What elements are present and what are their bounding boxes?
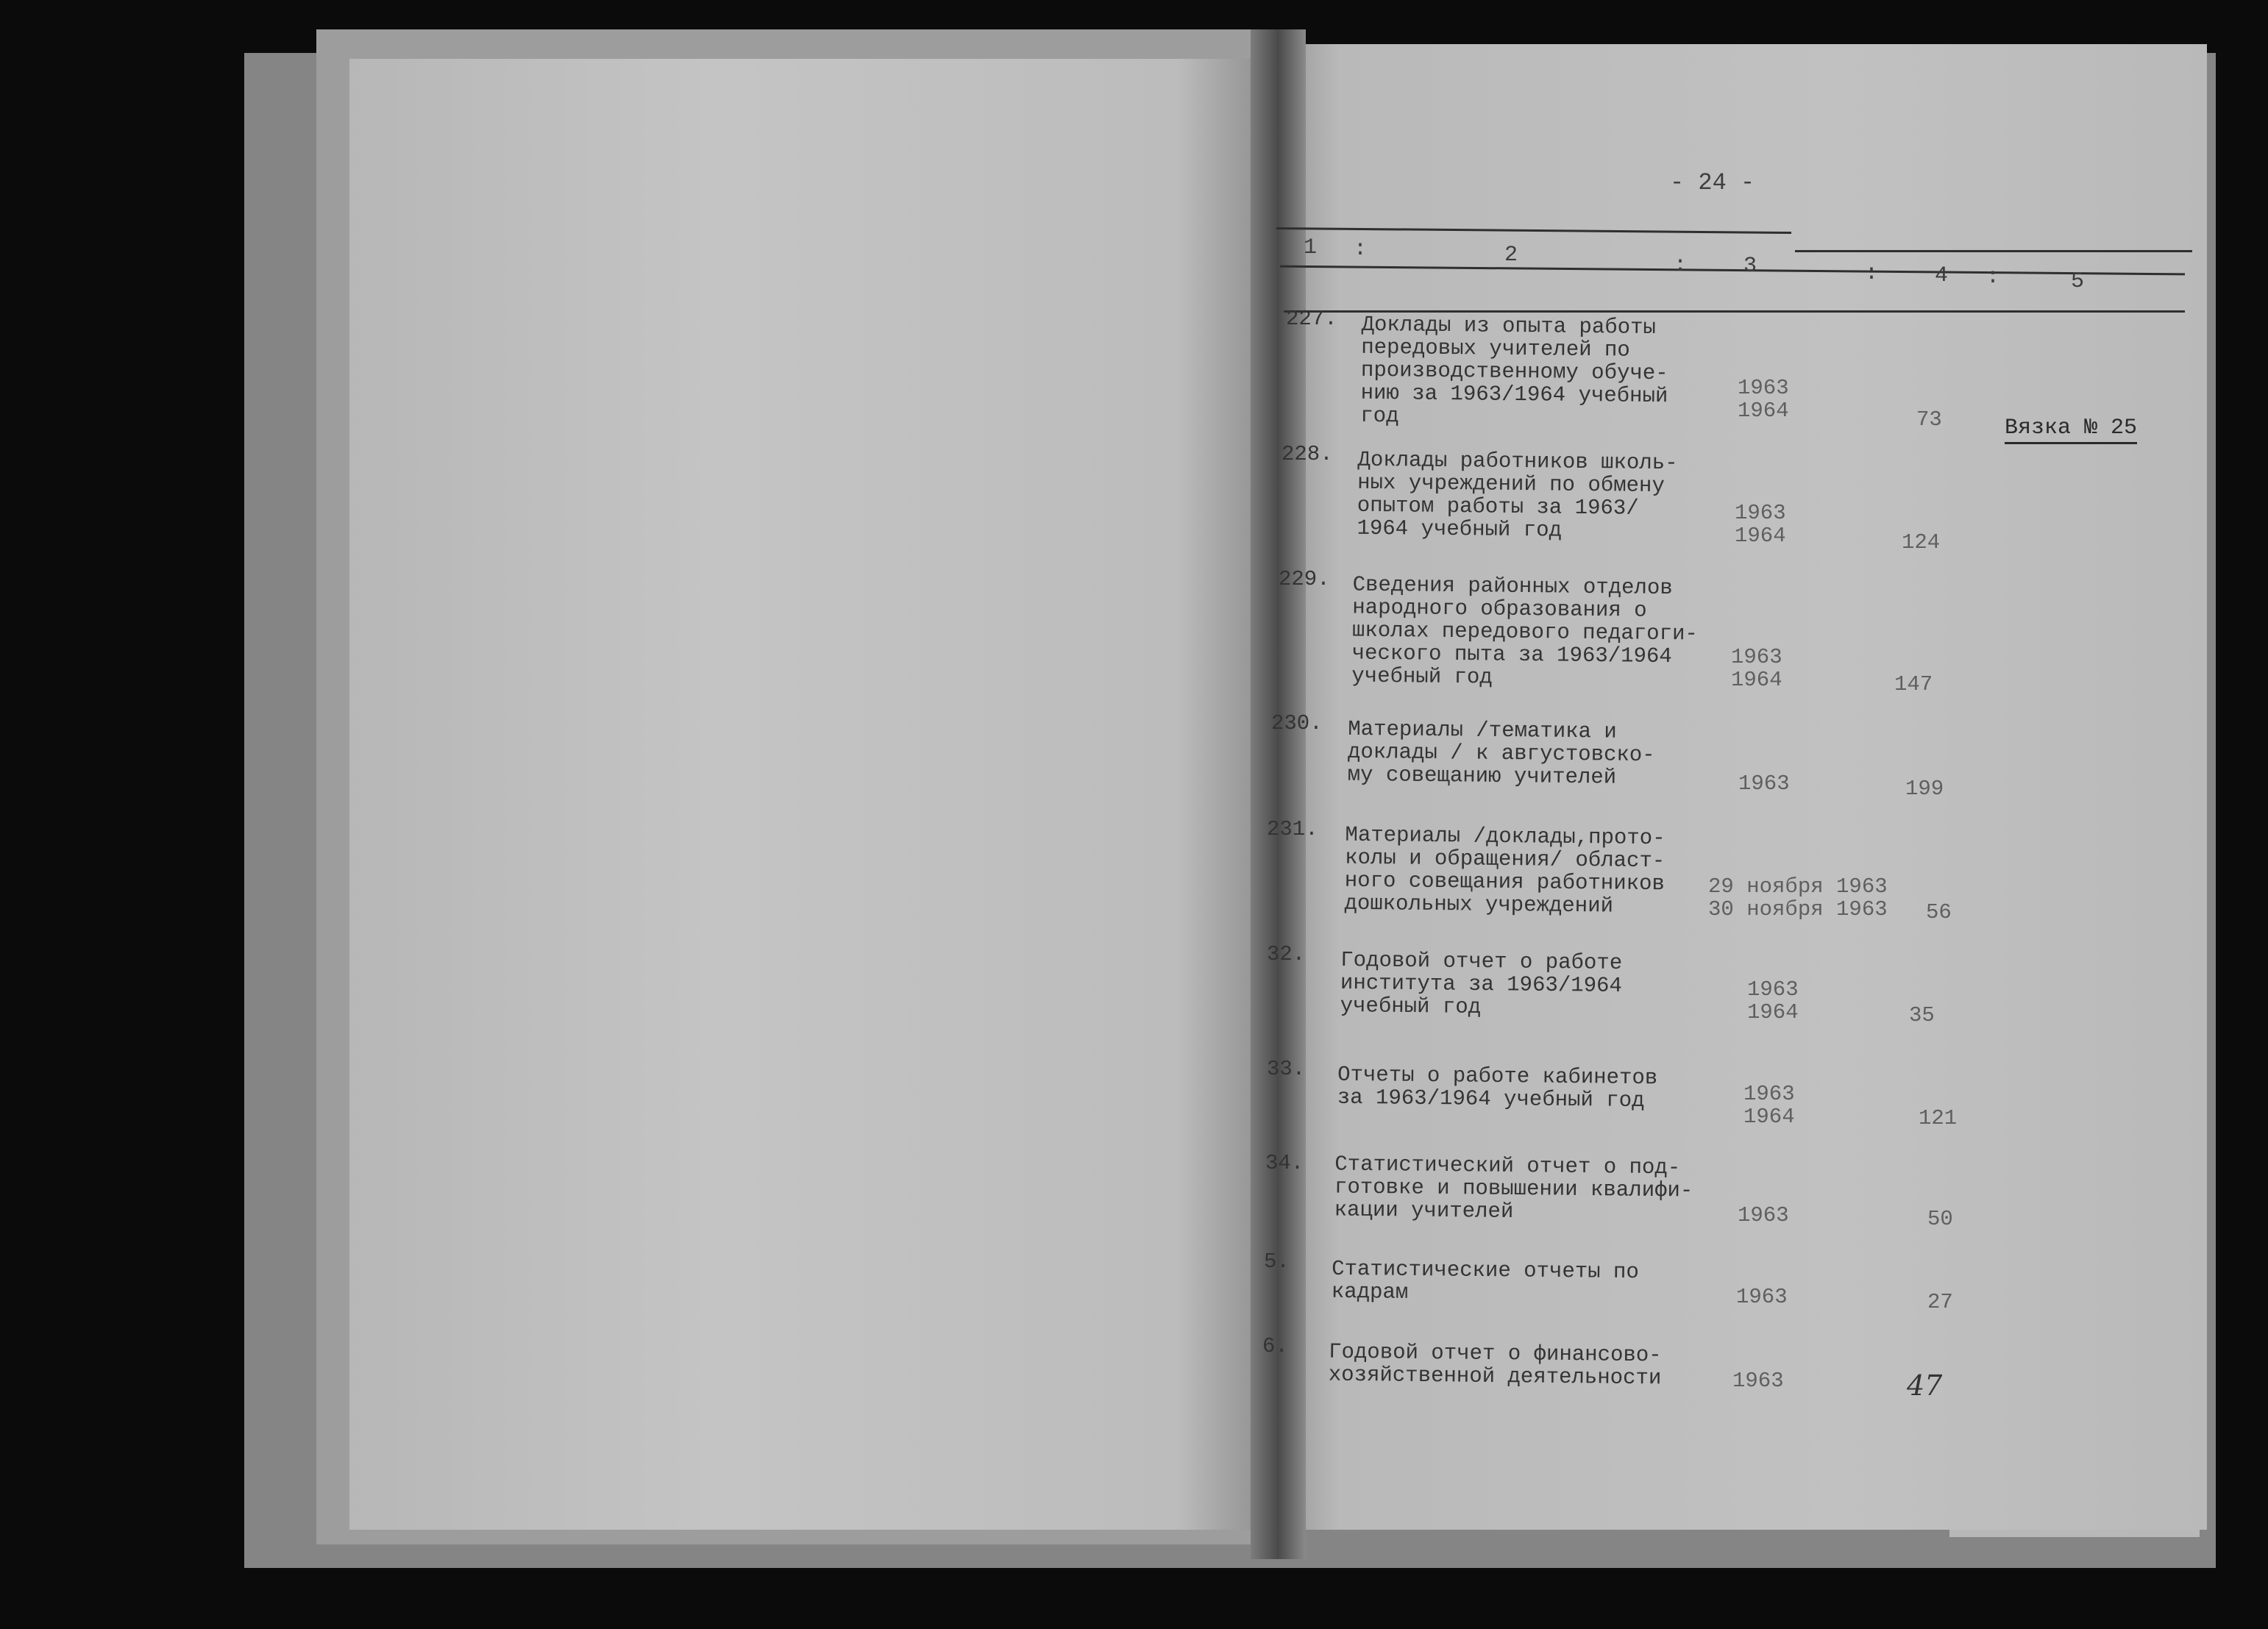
entry-number: 231. [1267, 817, 1318, 841]
column-4-label: 4 [1935, 263, 1949, 288]
column-2-label: 2 [1504, 243, 1518, 268]
entry-dates: 29 ноября 1963 30 ноября 1963 [1708, 874, 1888, 922]
entry-dates: 1963 1964 [1735, 501, 1786, 548]
entry-sheet-count: 27 [1927, 1290, 1953, 1314]
entry-description: Статистические отчеты по кадрам [1331, 1256, 1639, 1305]
column-1-label: 1 [1304, 235, 1318, 260]
entry-number: 229. [1279, 567, 1330, 591]
entry-number: 228. [1281, 442, 1333, 466]
entry-description: Сведения районных отделов народного образования о школах передового педагоги- ческого пыта за 1963/1964 учебный год [1351, 572, 1699, 690]
entry-sheet-count: 147 [1894, 672, 1933, 696]
entry-description: Годовой отчет о работе института за 1963/1964 учебный год [1340, 947, 1623, 1019]
entry-description: Материалы /доклады,прото- колы и обращения/ област- ного совещания работников дошкольных учреждений [1344, 822, 1666, 919]
entry-sheet-count: 73 [1916, 407, 1942, 432]
entry-sheet-count: 124 [1902, 530, 1941, 555]
entry-dates: 1963 [1738, 771, 1790, 796]
entry-number: 230. [1271, 711, 1323, 735]
entry-dates: 1963 1964 [1743, 1082, 1795, 1129]
entry-description: Статистический отчет о под- готовке и повышении квалифи- кации учителей [1334, 1152, 1693, 1224]
columns-bottom-rule [1284, 310, 2185, 313]
column-separator: : [1865, 261, 1879, 286]
page-number: - 24 - [1670, 169, 1755, 196]
entry-number: 227. [1286, 307, 1337, 331]
entry-sheet-count: 50 [1927, 1207, 1953, 1231]
column-separator: : [1986, 265, 2000, 290]
entry-dates: 1963 [1732, 1369, 1784, 1393]
header-top-rule-right [1795, 250, 2192, 252]
book-gutter [1251, 29, 1306, 1559]
entry-number: 34. [1265, 1151, 1304, 1175]
entry-dates: 1963 1964 [1747, 977, 1799, 1024]
column-separator: : [1354, 237, 1368, 262]
entry-sheet-count: 56 [1926, 900, 1952, 924]
entry-description: Отчеты о работе кабинетов за 1963/1964 учебный год [1337, 1062, 1658, 1113]
entry-number: 33. [1267, 1057, 1306, 1081]
column-separator: : [1674, 253, 1688, 278]
entry-dates: 1963 1964 [1731, 645, 1782, 692]
entry-sheet-count: 35 [1909, 1003, 1935, 1027]
entry-number: 6. [1262, 1334, 1288, 1358]
entry-dates: 1963 1964 [1738, 376, 1789, 423]
entry-description: Доклады из опыта работы передовых учителей по производственному обуче- нию за 1963/1964 учебный год [1360, 312, 1668, 429]
viz-note: Вязка № 25 [2005, 416, 2137, 444]
entry-description: Материалы /тематика и доклады / к августовско- му совещанию учителей [1347, 716, 1655, 790]
entry-number: 5. [1264, 1250, 1290, 1274]
left-blank-page [349, 59, 1269, 1530]
column-3-label: 3 [1743, 254, 1757, 279]
entry-dates: 1963 [1738, 1203, 1789, 1227]
entry-sheet-count: 121 [1919, 1106, 1958, 1130]
column-5-label: 5 [2071, 269, 2085, 294]
entry-sheet-count: 199 [1905, 777, 1944, 801]
entry-dates: 1963 [1736, 1285, 1788, 1309]
entry-description: Доклады работников школь- ных учреждений по обмену опытом работы за 1963/ 1964 учебный год [1357, 447, 1678, 543]
entry-number: 32. [1267, 942, 1306, 966]
entry-description: Годовой отчет о финансово- хозяйственной деятельности [1328, 1339, 1662, 1391]
handwritten-sheet-count: 47 [1907, 1369, 1943, 1402]
